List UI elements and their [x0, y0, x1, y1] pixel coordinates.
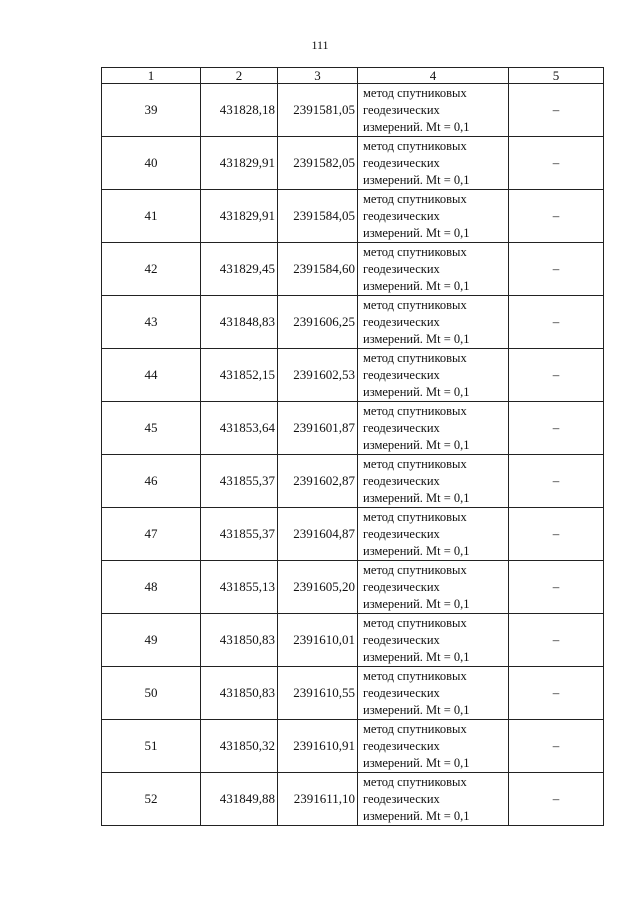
page-number: 111 [311, 38, 329, 52]
method-line: измерений. Mt = 0,1 [363, 490, 470, 505]
method-line: метод спутниковых [363, 774, 467, 789]
method-cell [358, 349, 509, 402]
y-coordinate-cell: 2391604,87 [278, 508, 358, 561]
method-line: измерений. Mt = 0,1 [363, 649, 470, 664]
method-cell [358, 402, 509, 455]
method-line: метод спутниковых [363, 668, 467, 683]
coordinates-table [101, 67, 604, 826]
method-line: метод спутниковых [363, 615, 467, 630]
y-coordinate-cell: 2391610,01 [278, 614, 358, 667]
x-coordinate-cell: 431848,83 [201, 296, 278, 349]
point-number-cell: 51 [102, 720, 201, 773]
method-cell [358, 190, 509, 243]
table-row [102, 137, 604, 190]
note-cell: – [509, 720, 604, 773]
point-number-cell: 47 [102, 508, 201, 561]
method-cell [358, 296, 509, 349]
method-line: геодезических [363, 791, 440, 806]
note-cell: – [509, 773, 604, 826]
method-line: измерений. Mt = 0,1 [363, 225, 470, 240]
method-cell [358, 773, 509, 826]
method-line: метод спутниковых [363, 191, 467, 206]
method-line: измерений. Mt = 0,1 [363, 543, 470, 558]
note-cell: – [509, 455, 604, 508]
column-header-2: 2 [201, 68, 278, 84]
table-row [102, 614, 604, 667]
method-line: геодезических [363, 102, 440, 117]
method-line: геодезических [363, 579, 440, 594]
x-coordinate-cell: 431829,91 [201, 137, 278, 190]
table-row [102, 243, 604, 296]
point-number-cell: 49 [102, 614, 201, 667]
method-line: геодезических [363, 632, 440, 647]
method-cell [358, 561, 509, 614]
y-coordinate-cell: 2391611,10 [278, 773, 358, 826]
point-number-cell: 40 [102, 137, 201, 190]
method-cell [358, 508, 509, 561]
method-line: измерений. Mt = 0,1 [363, 437, 470, 452]
method-cell [358, 455, 509, 508]
table-row [102, 84, 604, 137]
table-row [102, 349, 604, 402]
table-row [102, 561, 604, 614]
table-row [102, 667, 604, 720]
x-coordinate-cell: 431849,88 [201, 773, 278, 826]
column-header-1: 1 [102, 68, 201, 84]
column-header-3: 3 [278, 68, 358, 84]
table-row [102, 720, 604, 773]
method-line: геодезических [363, 738, 440, 753]
y-coordinate-cell: 2391602,87 [278, 455, 358, 508]
method-line: метод спутниковых [363, 138, 467, 153]
method-cell [358, 614, 509, 667]
table-header-row [102, 68, 604, 84]
method-line: измерений. Mt = 0,1 [363, 808, 470, 823]
table-row [102, 773, 604, 826]
x-coordinate-cell: 431850,32 [201, 720, 278, 773]
method-line: измерений. Mt = 0,1 [363, 702, 470, 717]
method-line: метод спутниковых [363, 509, 467, 524]
y-coordinate-cell: 2391601,87 [278, 402, 358, 455]
method-line: метод спутниковых [363, 85, 467, 100]
note-cell: – [509, 190, 604, 243]
method-line: измерений. Mt = 0,1 [363, 755, 470, 770]
x-coordinate-cell: 431855,37 [201, 508, 278, 561]
y-coordinate-cell: 2391606,25 [278, 296, 358, 349]
method-line: геодезических [363, 155, 440, 170]
method-line: геодезических [363, 314, 440, 329]
column-header-5: 5 [509, 68, 604, 84]
method-cell [358, 243, 509, 296]
note-cell: – [509, 243, 604, 296]
note-cell: – [509, 402, 604, 455]
table-row [102, 508, 604, 561]
method-line: метод спутниковых [363, 244, 467, 259]
method-cell [358, 667, 509, 720]
point-number-cell: 44 [102, 349, 201, 402]
note-cell: – [509, 296, 604, 349]
method-line: измерений. Mt = 0,1 [363, 384, 470, 399]
note-cell: – [509, 84, 604, 137]
note-cell: – [509, 614, 604, 667]
y-coordinate-cell: 2391602,53 [278, 349, 358, 402]
method-cell [358, 720, 509, 773]
method-line: геодезических [363, 261, 440, 276]
method-line: метод спутниковых [363, 403, 467, 418]
method-line: геодезических [363, 473, 440, 488]
point-number-cell: 46 [102, 455, 201, 508]
method-line: метод спутниковых [363, 456, 467, 471]
method-line: метод спутниковых [363, 297, 467, 312]
column-header-4: 4 [358, 68, 509, 84]
table-row [102, 402, 604, 455]
x-coordinate-cell: 431829,45 [201, 243, 278, 296]
note-cell: – [509, 667, 604, 720]
note-cell: – [509, 349, 604, 402]
point-number-cell: 48 [102, 561, 201, 614]
method-line: измерений. Mt = 0,1 [363, 172, 470, 187]
method-line: метод спутниковых [363, 562, 467, 577]
x-coordinate-cell: 431828,18 [201, 84, 278, 137]
x-coordinate-cell: 431855,37 [201, 455, 278, 508]
table-row [102, 455, 604, 508]
method-cell [358, 137, 509, 190]
method-line: геодезических [363, 685, 440, 700]
method-line: измерений. Mt = 0,1 [363, 331, 470, 346]
note-cell: – [509, 137, 604, 190]
method-line: метод спутниковых [363, 721, 467, 736]
method-line: геодезических [363, 420, 440, 435]
method-line: измерений. Mt = 0,1 [363, 278, 470, 293]
method-line: метод спутниковых [363, 350, 467, 365]
y-coordinate-cell: 2391610,91 [278, 720, 358, 773]
note-cell: – [509, 561, 604, 614]
method-line: измерений. Mt = 0,1 [363, 119, 470, 134]
y-coordinate-cell: 2391610,55 [278, 667, 358, 720]
point-number-cell: 42 [102, 243, 201, 296]
point-number-cell: 41 [102, 190, 201, 243]
y-coordinate-cell: 2391581,05 [278, 84, 358, 137]
y-coordinate-cell: 2391582,05 [278, 137, 358, 190]
point-number-cell: 39 [102, 84, 201, 137]
point-number-cell: 45 [102, 402, 201, 455]
method-line: геодезических [363, 208, 440, 223]
x-coordinate-cell: 431853,64 [201, 402, 278, 455]
x-coordinate-cell: 431850,83 [201, 667, 278, 720]
y-coordinate-cell: 2391584,60 [278, 243, 358, 296]
note-cell: – [509, 508, 604, 561]
method-cell [358, 84, 509, 137]
x-coordinate-cell: 431852,15 [201, 349, 278, 402]
point-number-cell: 52 [102, 773, 201, 826]
table-row [102, 296, 604, 349]
method-line: геодезических [363, 526, 440, 541]
x-coordinate-cell: 431829,91 [201, 190, 278, 243]
x-coordinate-cell: 431855,13 [201, 561, 278, 614]
table-row [102, 190, 604, 243]
point-number-cell: 43 [102, 296, 201, 349]
method-line: измерений. Mt = 0,1 [363, 596, 470, 611]
x-coordinate-cell: 431850,83 [201, 614, 278, 667]
method-line: геодезических [363, 367, 440, 382]
y-coordinate-cell: 2391584,05 [278, 190, 358, 243]
point-number-cell: 50 [102, 667, 201, 720]
y-coordinate-cell: 2391605,20 [278, 561, 358, 614]
